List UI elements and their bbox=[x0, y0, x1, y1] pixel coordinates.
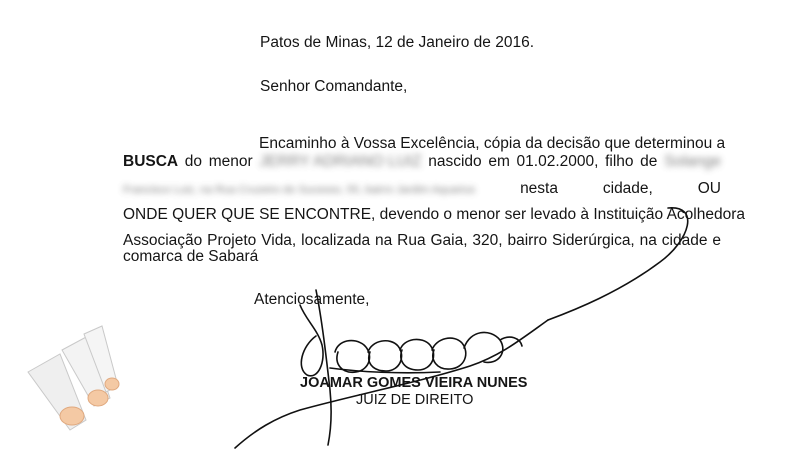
body-line-5: Associação Projeto Vida, localizada na Rua Gaia, 320, bairro Siderúrgica, na cidade e bbox=[123, 232, 721, 249]
signer-title: JUIZ DE DIREITO bbox=[356, 392, 474, 408]
redacted-minor-name: JERRY ADRIANO LUIZ bbox=[259, 153, 422, 170]
signer-name: JOAMAR GOMES VIEIRA NUNES bbox=[300, 375, 528, 391]
redacted-address: Francisco Luiz, na Rua Cruzeiro do Sucesso, 55, bairro Jardim Aquarius bbox=[123, 184, 476, 196]
nesta-cidade-text: nesta cidade, OU bbox=[520, 180, 721, 197]
closing: Atenciosamente, bbox=[254, 291, 370, 308]
do-menor-text: do menor bbox=[184, 153, 253, 170]
body-line-6: comarca de Sabará bbox=[123, 248, 259, 265]
nascido-text: nascido em 01.02.2000, filho de bbox=[428, 153, 658, 170]
body-line-1: Encaminho à Vossa Excelência, cópia da decisão que determinou a bbox=[259, 135, 726, 152]
salutation: Senhor Comandante, bbox=[260, 78, 408, 95]
redacted-mother-name: Solange bbox=[664, 153, 721, 170]
body-line-4: ONDE QUER QUE SE ENCONTRE, devendo o menor ser levado à Instituição Acolhedora bbox=[123, 206, 745, 223]
busca-keyword: BUSCA bbox=[123, 153, 179, 170]
place-date: Patos de Minas, 12 de Janeiro de 2016. bbox=[260, 34, 535, 51]
